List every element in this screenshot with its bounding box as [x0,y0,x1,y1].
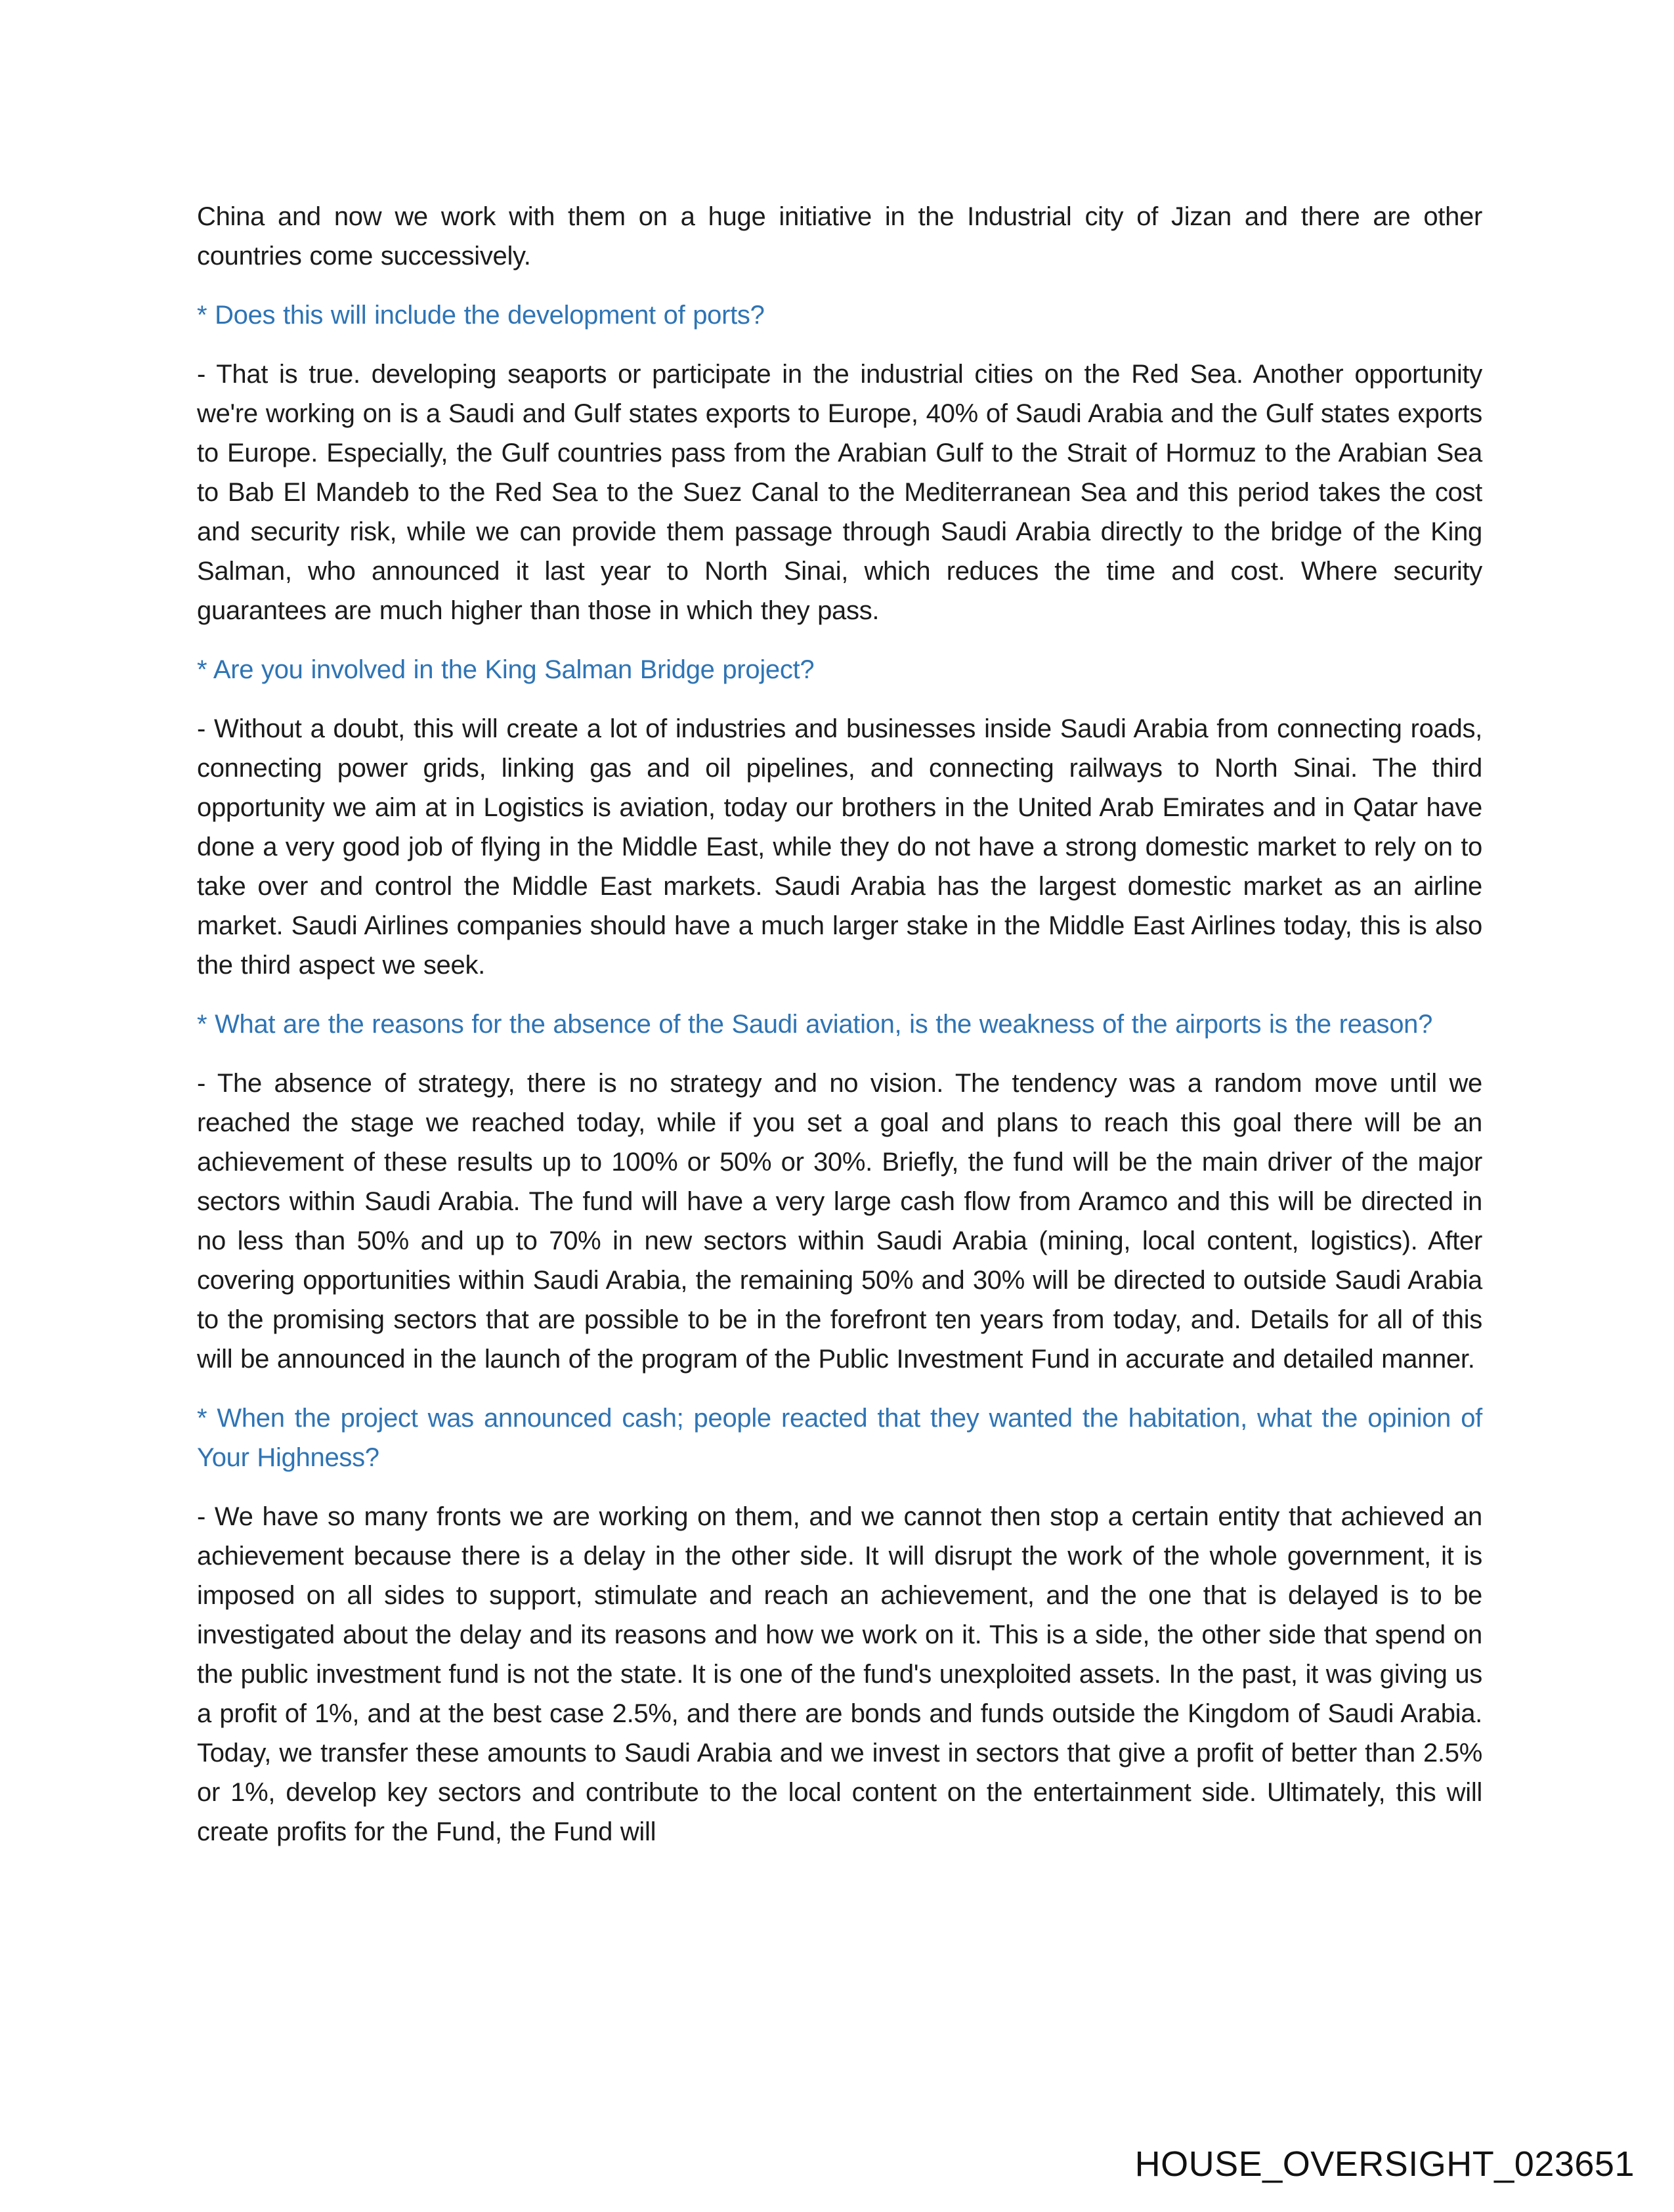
interview-question: * Does this will include the development of ports? [197,301,765,330]
interview-question: * What are the reasons for the absence of the Saudi aviation, is the weakness of the airports is the reason? [197,1010,1433,1039]
interview-answer: - Without a doubt, this will create a lot of industries and businesses inside Saudi Arabia from connecting roads, connecting power grids, linking gas and oil pipelines, and connecting railways to North Sinai. The third opportunity we aim at in Logistics is aviation, today our brothers in the United Arab Emirates and in Qatar have done a very good job of flying in the Middle East, while they do not have a strong domestic market to rely on to take over and control the Middle East markets. Saudi Arabia has the largest domestic market as an airline market. Saudi Airlines companies should have a much larger stake in the Middle East Airlines today, this is also the third aspect we seek. [197,714,1482,980]
interview-question: * Are you involved in the King Salman Bridge project? [197,655,815,684]
interview-answer: - That is true. developing seaports or participate in the industrial cities on the Red Sea. Another opportunity we're working on is a Saudi and Gulf states exports to Europe, 40% of Saudi Arabia and the Gulf states exports to Europe. Especially, the Gulf countries pass from the Arabian Gulf to the Strait of Hormuz to the Arabian Sea to Bab El Mandeb to the Red Sea to the Suez Canal to the Mediterranean Sea and this period takes the cost and security risk, while we can provide them passage through Saudi Arabia directly to the bridge of the King Salman, who announced it last year to North Sinai, which reduces the time and cost. Where security guarantees are much higher than those in which they pass. [197,360,1482,625]
interview-answer: China and now we work with them on a huge initiative in the Industrial city of Jizan and there are other countries come successively. [197,202,1482,271]
interview-question: * When the project was announced cash; people reacted that they wanted the habitation, what the opinion of Your Highness? [197,1404,1482,1472]
interview-answer: - The absence of strategy, there is no strategy and no vision. The tendency was a random move until we reached the stage we reached today, while if you set a goal and plans to reach this goal there will be an achievement of these results up to 100% or 50% or 30%. Briefly, the fund will be the main driver of the major sectors within Saudi Arabia. The fund will have a very large cash flow from Aramco and this will be directed in no less than 50% and up to 70% in new sectors within Saudi Arabia (mining, local content, logistics). After covering opportunities within Saudi Arabia, the remaining 50% and 30% will be directed to outside Saudi Arabia to the promising sectors that are possible to be in the forefront ten years from today, and. Details for all of this will be announced in the launch of the program of the Public Investment Fund in accurate and detailed manner. [197,1069,1482,1374]
bates-number: HOUSE_OVERSIGHT_023651 [1134,2144,1635,2184]
interview-answer: - We have so many fronts we are working on them, and we cannot then stop a certain entity that achieved an achievement because there is a delay in the other side. It will disrupt the work of the whole government, it is imposed on all sides to support, stimulate and reach an achievement, and the one that is delayed is to be investigated about the delay and its reasons and how we work on it. This is a side, the other side that spend on the public investment fund is not the state. It is one of the fund's unexploited assets. In the past, it was giving us a profit of 1%, and at the best case 2.5%, and there are bonds and funds outside the Kingdom of Saudi Arabia. Today, we transfer these amounts to Saudi Arabia and we invest in sectors that give a profit of better than 2.5% or 1%, develop key sectors and contribute to the local content on the entertainment side. Ultimately, this will create profits for the Fund, the Fund will [197,1502,1482,1846]
document-body [197,197,1482,1871]
